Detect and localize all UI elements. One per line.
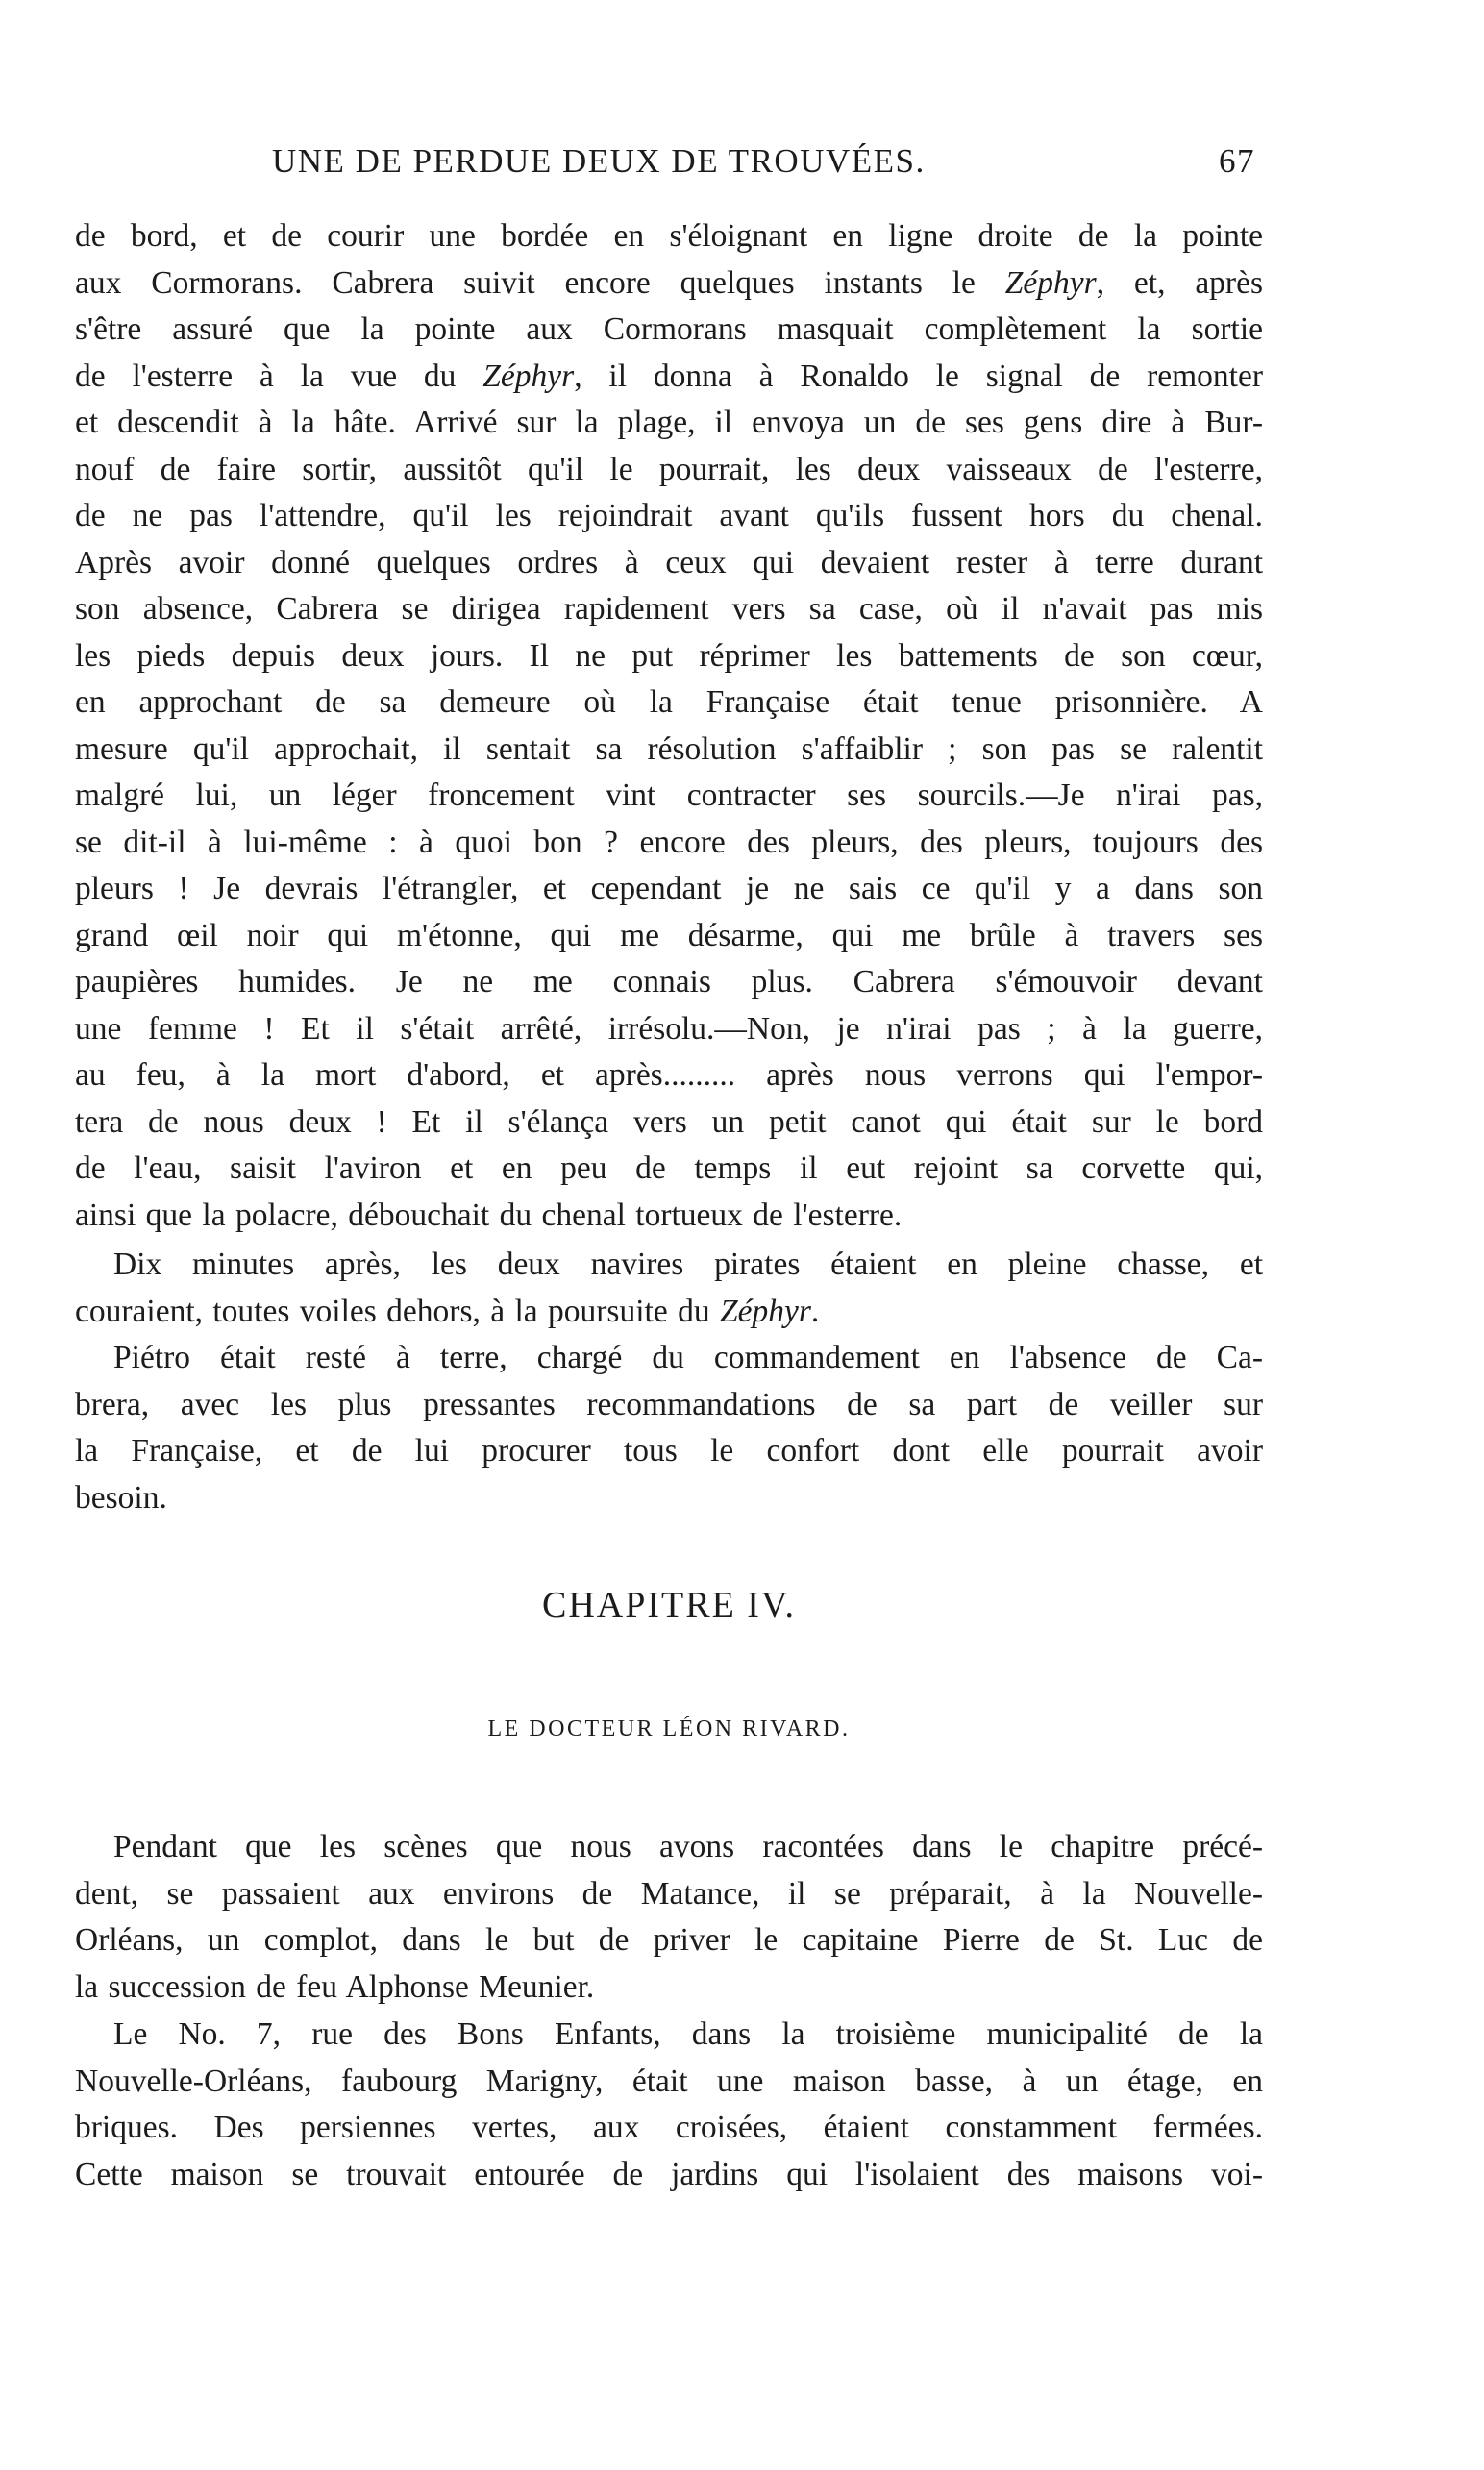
paragraph-continuation [75,213,1263,1239]
text-line: Le No. 7, rue des Bons Enfants, dans la troisième municipalité de la [113,2016,1263,2052]
paragraph [75,1242,1263,1335]
text-line: brera, avec les plus pressantes recommandations de sa part de veiller sur [75,1386,1263,1422]
text-line: tera de nous deux ! Et il s'élança vers un petit canot qui était sur le bord [75,1103,1263,1140]
text-line: grand œil noir qui m'étonne, qui me désarme, qui me brûle à travers ses [75,917,1263,953]
paragraph [75,213,1263,1239]
text-line: de l'esterre à la vue du Zéphyr, il donna à Ronaldo le signal de remonter [75,358,1264,394]
text-line: la Française, et de lui procurer tous le confort dont elle pourrait avoir [75,1433,1263,1469]
ship-name: Zéphyr [719,1293,811,1329]
paragraph-block [75,1242,1263,1335]
text-line: Après avoir donné quelques ordres à ceux qui devaient rester à terre durant [75,544,1263,580]
text-line: ainsi que la polacre, débouchait du chenal tortueux de l'esterre. [75,1197,903,1233]
text-line: la succession de feu Alphonse Meunier. [75,1968,595,2005]
page-number: 67 [1219,142,1255,180]
paragraph [75,2012,1263,2198]
chapter-subtitle: LE DOCTEUR LÉON RIVARD. [487,1717,851,1741]
paragraph-block [75,1335,1263,1521]
text-line: malgré lui, un léger froncement vint contracter ses sourcils.—Je n'irai pas, [75,778,1263,813]
text-line: son absence, Cabrera se dirigea rapidement vers sa case, où il n'avait pas mis [75,591,1263,627]
text-line: de bord, et de courir une bordée en s'éloignant en ligne droite de la pointe [75,218,1263,254]
text-line: Pendant que les scènes que nous avons racontées dans le chapitre précé- [113,1829,1263,1865]
text-line: s'être assuré que la pointe aux Cormorans masquait complètement la sortie [75,311,1263,347]
paragraph [75,1824,1263,2011]
text-line: Orléans, un complot, dans le but de priver le capitaine Pierre de St. Luc de [75,1922,1263,1958]
text-line: Dix minutes après, les deux navires pirates étaient en pleine chasse, et [113,1247,1263,1282]
text-line: Nouvelle-Orléans, faubourg Marigny, était une maison basse, à un étage, en [75,2062,1263,2099]
running-title: UNE DE PERDUE DEUX DE TROUVÉES. [272,142,926,180]
book-page [75,0,1263,2470]
ship-name: Zéphyr [1004,264,1097,301]
text-line: nouf de faire sortir, aussitôt qu'il le pourrait, les deux vaisseaux de l'esterre, [75,451,1263,487]
text-line: et descendit à la hâte. Arrivé sur la plage, il envoya un de ses gens dire à Bur- [75,405,1263,440]
paragraph [75,1335,1263,1521]
text-line: Piétro était resté à terre, chargé du commandement en l'absence de Ca- [113,1340,1263,1375]
ship-name: Zéphyr [482,358,575,394]
chapter-title: CHAPITRE IV. [542,1585,796,1625]
text-line: de l'eau, saisit l'aviron et en peu de temps il eut rejoint sa corvette qui, [75,1150,1263,1186]
text-line: se dit-il à lui-même : à quoi bon ? encore des pleurs, des pleurs, toujours des [75,824,1263,860]
text-line: briques. Des persiennes vertes, aux croisées, étaient constamment fermées. [75,2110,1263,2145]
text-line: couraient, toutes voiles dehors, à la poursuite du Zéphyr. [75,1293,820,1329]
text-line: une femme ! Et il s'était arrêté, irrésolu.—Non, je n'irai pas ; à la guerre, [75,1010,1263,1047]
text-line: Cette maison se trouvait entourée de jardins qui l'isolaient des maisons voi- [75,2156,1263,2192]
text-line: aux Cormorans. Cabrera suivit encore quelques instants le Zéphyr, et, après [75,264,1263,301]
text-line: paupières humides. Je ne me connais plus. Cabrera s'émouvoir devant [75,964,1263,1000]
text-line: de ne pas l'attendre, qu'il les rejoindrait avant qu'ils fussent hors du chenal. [75,498,1263,533]
text-line: en approchant de sa demeure où la Française était tenue prisonnière. A [75,684,1263,720]
text-line: besoin. [75,1479,167,1516]
text-line: mesure qu'il approchait, il sentait sa résolution s'affaiblir ; son pas se ralentit [75,730,1263,767]
paragraph-block [75,1824,1263,2011]
text-line: pleurs ! Je devrais l'étrangler, et cependant je ne sais ce qu'il y a dans son [75,871,1263,906]
text-line: dent, se passaient aux environs de Matance, il se préparait, à la Nouvelle- [75,1875,1263,1912]
paragraph-block [75,2012,1263,2198]
running-head [75,142,1263,190]
text-line: au feu, à la mort d'abord, et après......... après nous verrons qui l'empor- [75,1057,1263,1093]
text-line: les pieds depuis deux jours. Il ne put réprimer les battements de son cœur, [75,637,1263,674]
